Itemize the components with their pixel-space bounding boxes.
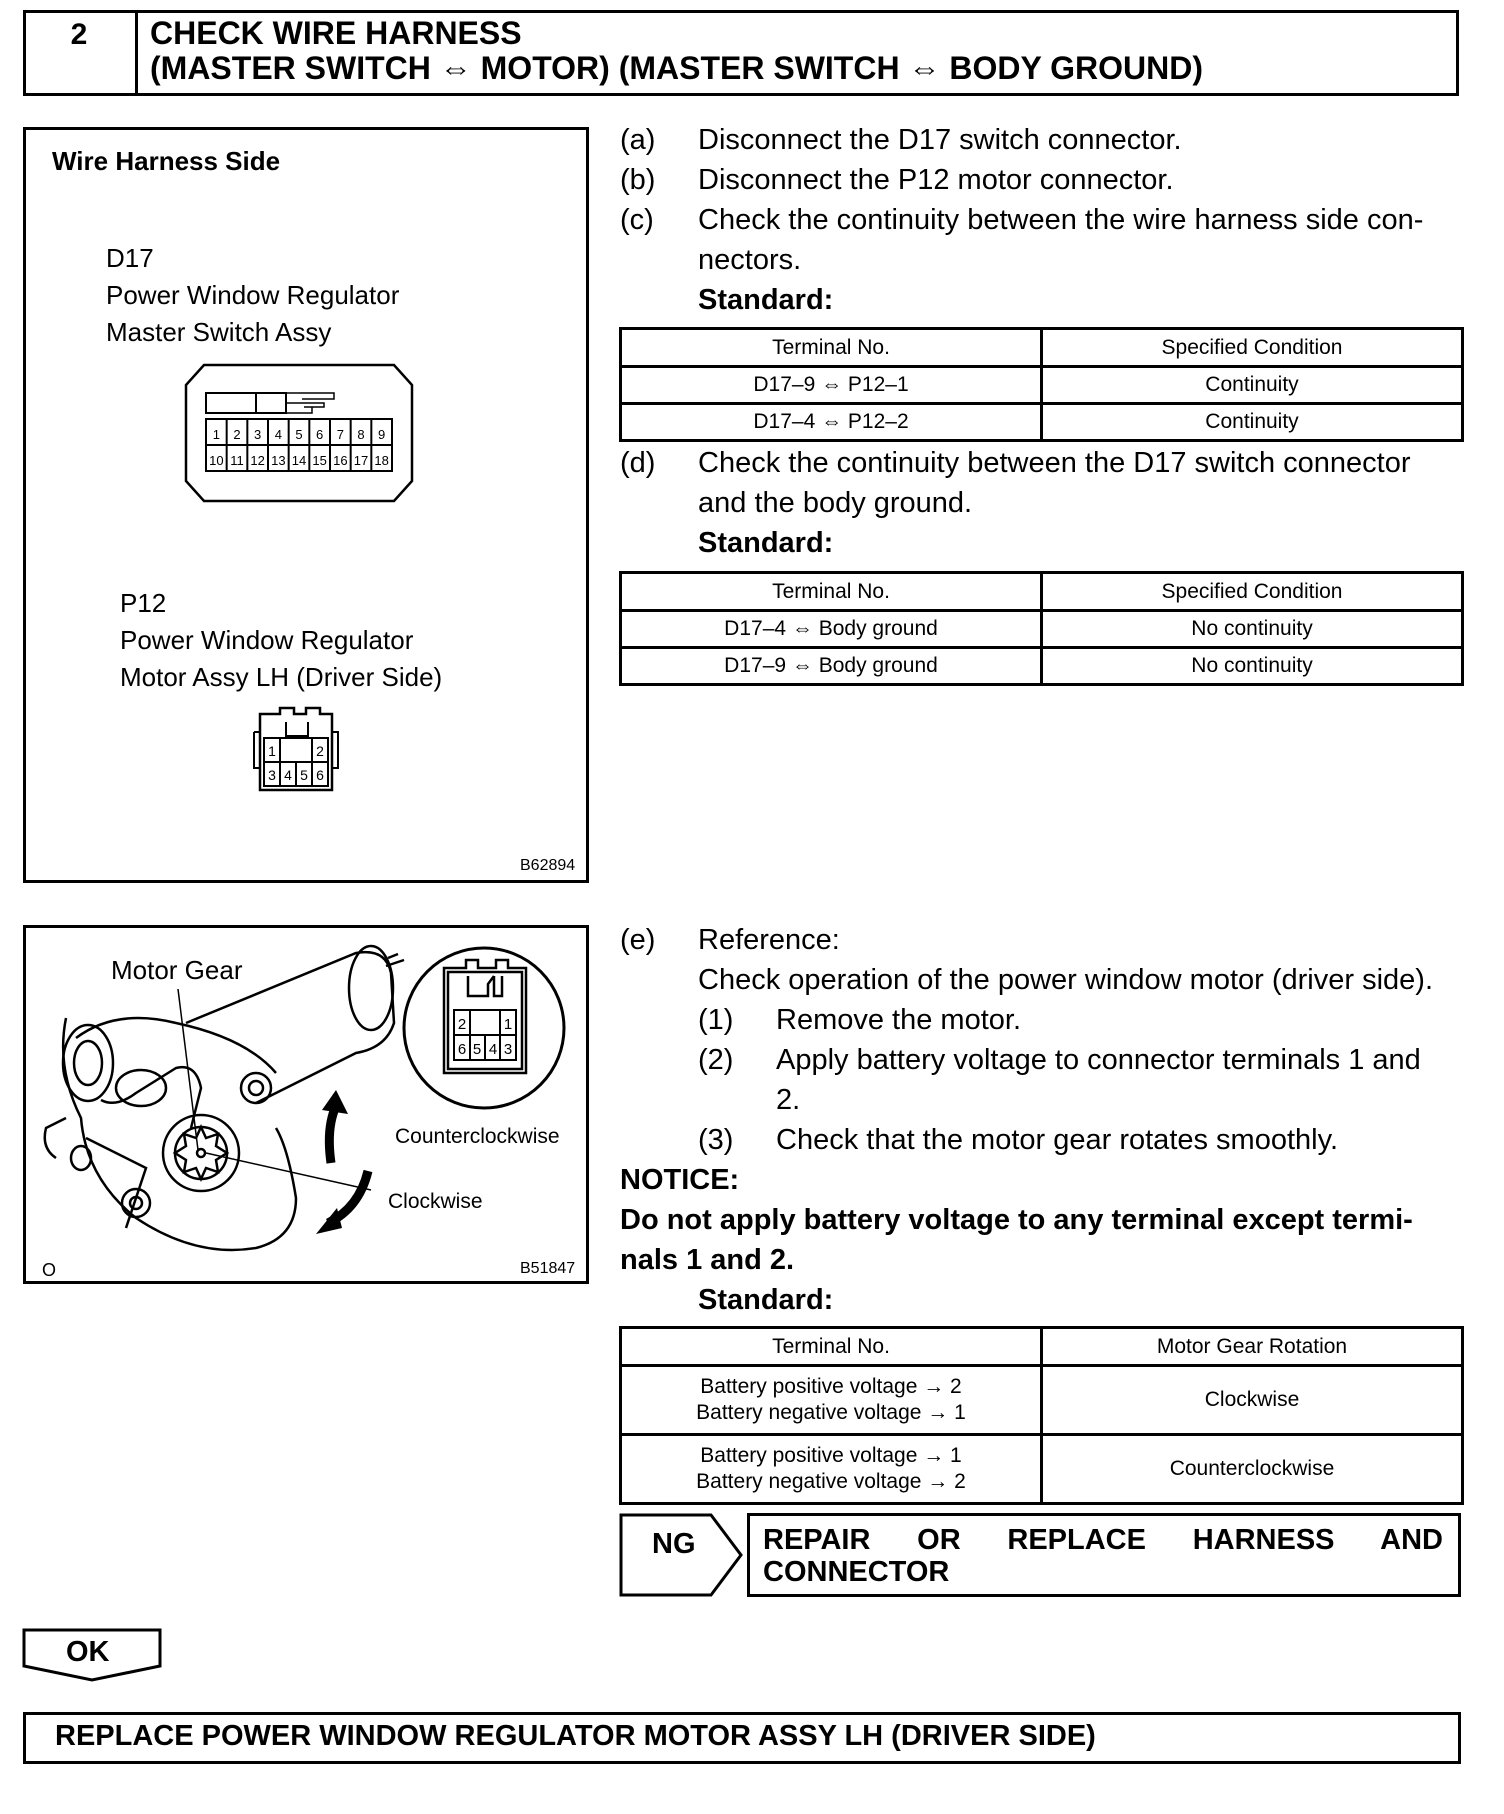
step-d-text-line1: Check the continuity between the D17 switch connector bbox=[698, 447, 1411, 479]
conn1-name-line1: Power Window Regulator bbox=[106, 280, 400, 310]
d17-pin: 2 bbox=[233, 427, 241, 442]
conn1-name-line2: Master Switch Assy bbox=[106, 317, 332, 347]
table-header: Specified Condition bbox=[1042, 329, 1463, 367]
d17-pin: 17 bbox=[353, 453, 369, 468]
motor-gear-label: Motor Gear bbox=[111, 952, 243, 989]
spec-table-1 bbox=[619, 327, 1464, 442]
table-cell-line: Battery positive voltage → 1 bbox=[700, 1444, 962, 1467]
table-cell: Counterclockwise bbox=[1042, 1435, 1463, 1504]
step-d-label: (d) bbox=[620, 447, 656, 479]
step-e1-text: Remove the motor. bbox=[776, 1004, 1021, 1036]
table-header: Terminal No. bbox=[621, 329, 1042, 367]
step-b-text: Disconnect the P12 motor connector. bbox=[698, 164, 1174, 196]
table-cell-line: Battery negative voltage → 1 bbox=[696, 1401, 966, 1424]
d17-pin: 7 bbox=[336, 427, 344, 442]
table-header: Specified Condition bbox=[1042, 573, 1463, 611]
table-cell-line: Battery positive voltage → 2 bbox=[700, 1375, 962, 1398]
step-e2-text-line1: Apply battery voltage to connector terminals 1 and bbox=[776, 1044, 1421, 1076]
notice-line1: Do not apply battery voltage to any terminal except termi- bbox=[620, 1204, 1413, 1236]
table-cell bbox=[621, 1435, 1042, 1504]
step-a-text: Disconnect the D17 switch connector. bbox=[698, 124, 1182, 156]
notice-line2: nals 1 and 2. bbox=[620, 1244, 795, 1276]
motor-pin: 1 bbox=[503, 1016, 513, 1033]
step-a-label: (a) bbox=[620, 124, 656, 156]
p12-pin: 3 bbox=[268, 767, 276, 783]
step-title bbox=[150, 16, 1203, 86]
conn2-name-line2: Motor Assy LH (Driver Side) bbox=[120, 662, 443, 692]
figure1-code: B62894 bbox=[520, 857, 576, 874]
step-c-text-line2: nectors. bbox=[698, 244, 802, 276]
cw-label: Clockwise bbox=[388, 1190, 483, 1213]
ng-action bbox=[763, 1524, 1443, 1588]
d17-pin: 12 bbox=[250, 453, 265, 468]
step-b-label: (b) bbox=[620, 164, 656, 196]
d17-pin: 6 bbox=[316, 427, 324, 442]
d17-pin: 11 bbox=[230, 453, 244, 468]
p12-connector-diagram bbox=[246, 706, 346, 796]
final-action: REPLACE POWER WINDOW REGULATOR MOTOR ASSY LH (DRIVER SIDE) bbox=[55, 1720, 1096, 1752]
conn1-id: D17 bbox=[106, 243, 154, 273]
step-e2-label: (2) bbox=[698, 1044, 734, 1076]
motor-pin: 5 bbox=[472, 1041, 482, 1058]
step-title-line2: (MASTER SWITCH ⇔ MOTOR) (MASTER SWITCH ⇔ BODY GROUND) bbox=[150, 50, 1203, 86]
p12-pin: 2 bbox=[316, 743, 324, 759]
p12-pin: 4 bbox=[284, 767, 292, 783]
table-cell: D17–4 ⇔ P12–2 bbox=[621, 404, 1042, 441]
ng-action-line2: CONNECTOR bbox=[763, 1556, 950, 1588]
ng-action-line1: REPAIR OR REPLACE HARNESS AND bbox=[763, 1524, 1443, 1556]
motor-pin: 2 bbox=[457, 1016, 467, 1033]
step-e1-label: (1) bbox=[698, 1004, 734, 1036]
figure2-code: B51847 bbox=[520, 1260, 576, 1277]
step-e3-label: (3) bbox=[698, 1124, 734, 1156]
table-header: Terminal No. bbox=[621, 573, 1042, 611]
spec-table-2 bbox=[619, 571, 1464, 686]
d17-pin: 8 bbox=[357, 427, 365, 442]
motor-pin: 3 bbox=[503, 1041, 513, 1058]
p12-pin: 1 bbox=[268, 743, 276, 759]
table-cell: Clockwise bbox=[1042, 1366, 1463, 1435]
step-e3-text: Check that the motor gear rotates smoothly. bbox=[776, 1124, 1339, 1156]
d17-pin: 14 bbox=[291, 453, 307, 468]
table-header: Motor Gear Rotation bbox=[1042, 1328, 1463, 1366]
d17-pin: 15 bbox=[312, 453, 327, 468]
d17-pin: 16 bbox=[333, 453, 348, 468]
d17-pin: 10 bbox=[209, 453, 224, 468]
table-cell: Continuity bbox=[1042, 367, 1463, 404]
d17-pin: 1 bbox=[212, 427, 220, 442]
table-cell bbox=[621, 1366, 1042, 1435]
step-title-line1: CHECK WIRE HARNESS bbox=[150, 15, 522, 51]
table-cell-line: Battery negative voltage → 2 bbox=[696, 1470, 966, 1493]
d17-connector-diagram bbox=[184, 363, 414, 503]
motor-pin: 4 bbox=[488, 1041, 498, 1058]
spec-table-3 bbox=[619, 1326, 1464, 1505]
conn2-id: P12 bbox=[120, 588, 167, 618]
table-cell: D17–4 ⇔ Body ground bbox=[621, 611, 1042, 648]
d17-pin: 9 bbox=[378, 427, 386, 442]
standard-label: Standard: bbox=[698, 1284, 834, 1316]
step-c-label: (c) bbox=[620, 204, 654, 236]
ccw-label: Counterclockwise bbox=[395, 1125, 560, 1148]
standard-label: Standard: bbox=[698, 527, 834, 559]
conn2-name-line1: Power Window Regulator bbox=[120, 625, 414, 655]
p12-pin: 5 bbox=[300, 767, 308, 783]
motor-pin: 6 bbox=[457, 1041, 467, 1058]
p12-pin: 6 bbox=[316, 767, 324, 783]
step-e2-text-line2: 2. bbox=[776, 1084, 801, 1116]
d17-pin: 3 bbox=[254, 427, 262, 442]
table-cell: D17–9 ⇔ P12–1 bbox=[621, 367, 1042, 404]
motor-illustration bbox=[26, 928, 586, 1281]
d17-pin: 13 bbox=[271, 453, 286, 468]
step-e-text-line2: Check operation of the power window motor (driver side). bbox=[698, 964, 1433, 996]
step-e-label: (e) bbox=[620, 924, 656, 956]
table-cell: No continuity bbox=[1042, 611, 1463, 648]
step-number: 2 bbox=[23, 10, 138, 96]
step-c-text-line1: Check the continuity between the wire harness side con- bbox=[698, 204, 1424, 236]
notice-title: NOTICE: bbox=[620, 1164, 740, 1196]
ok-label: OK bbox=[66, 1636, 110, 1668]
step-d-text-line2: and the body ground. bbox=[698, 487, 973, 519]
table-cell: Continuity bbox=[1042, 404, 1463, 441]
d17-pin: 4 bbox=[274, 427, 282, 442]
d17-pin: 18 bbox=[374, 453, 389, 468]
standard-label: Standard: bbox=[698, 284, 834, 316]
table-header: Terminal No. bbox=[621, 1328, 1042, 1366]
corner-mark: O bbox=[42, 1260, 57, 1280]
table-cell: D17–9 ⇔ Body ground bbox=[621, 648, 1042, 685]
d17-pin: 5 bbox=[295, 427, 303, 442]
ng-label: NG bbox=[652, 1528, 696, 1560]
step-e-text-line1: Reference: bbox=[698, 924, 840, 956]
figure-title: Wire Harness Side bbox=[52, 146, 281, 176]
table-cell: No continuity bbox=[1042, 648, 1463, 685]
